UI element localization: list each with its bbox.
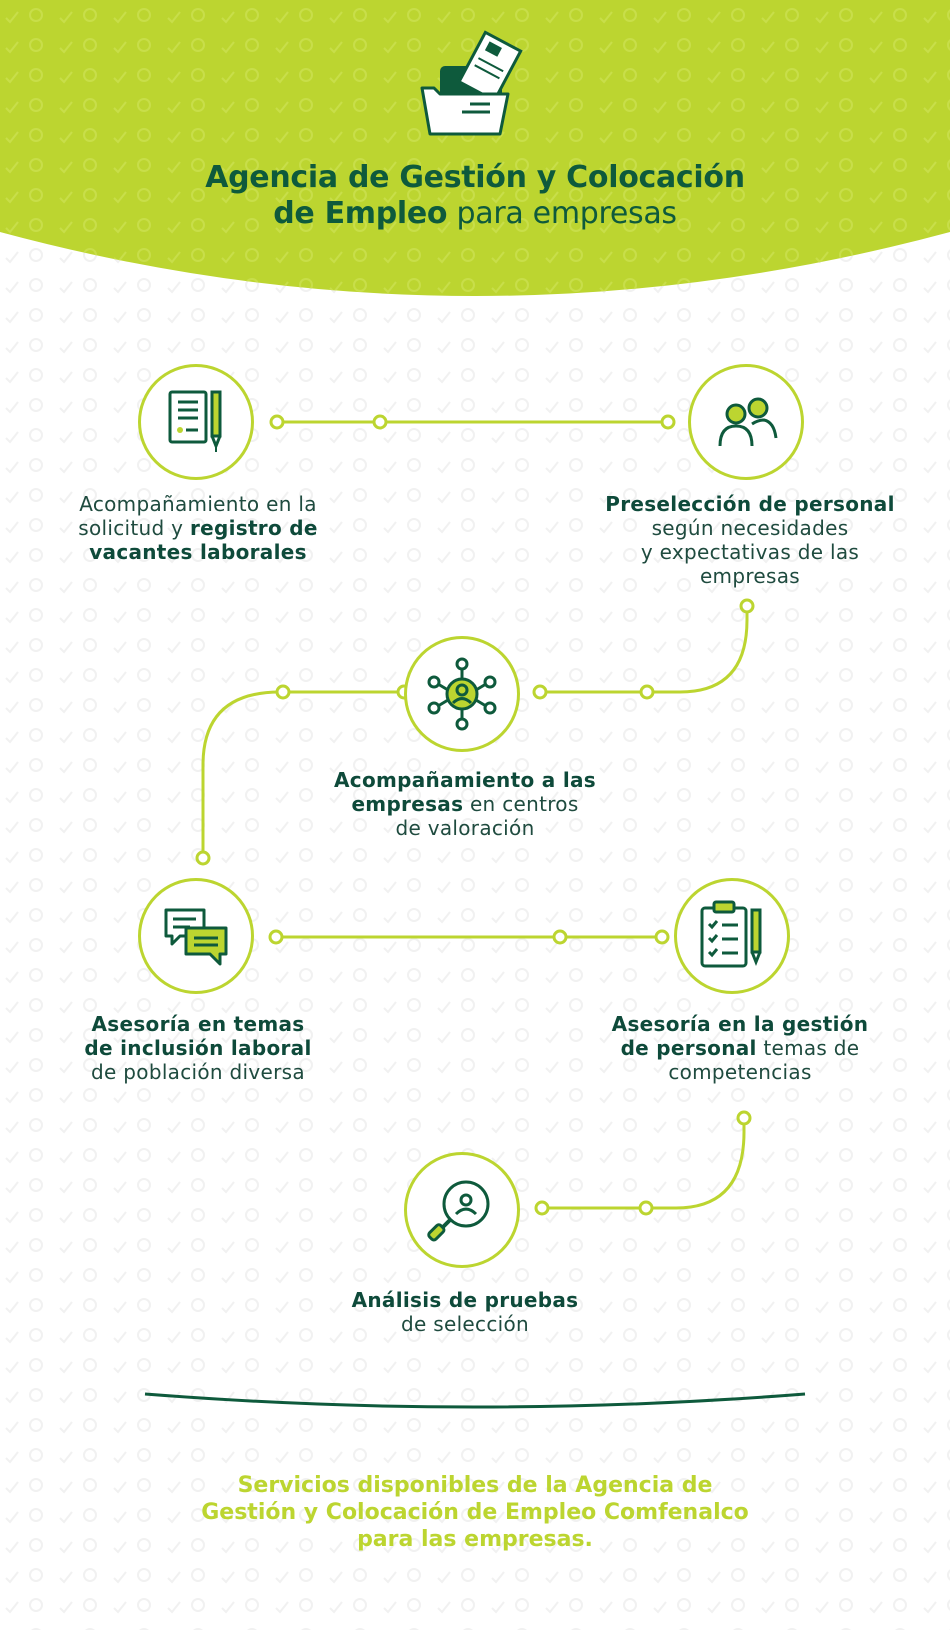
service-node-6 xyxy=(404,1152,520,1268)
title-line-1: Agencia de Gestión y Colocación xyxy=(205,160,745,195)
label-1-line-3 xyxy=(48,540,348,564)
label-5-line-3: competencias xyxy=(668,1060,812,1084)
label-1-line-1: Acompañamiento en la xyxy=(79,492,317,516)
service-label-6 xyxy=(320,1288,610,1336)
service-node-5 xyxy=(674,878,790,994)
label-5-line-1 xyxy=(580,1012,900,1036)
label-4-line-2 xyxy=(58,1036,338,1060)
footer-line-1: Servicios disponibles de la Agencia de xyxy=(237,1473,713,1498)
label-3-line-1 xyxy=(310,768,620,792)
label-2-line-2: según necesidades xyxy=(651,516,849,540)
label-4-line-1 xyxy=(58,1012,338,1036)
service-label-3 xyxy=(310,768,620,840)
label-3-line-3: de valoración xyxy=(395,816,535,840)
label-2-line-1-bold: Preselección de personal xyxy=(605,492,895,516)
service-label-5 xyxy=(580,1012,900,1084)
label-4-line-1-bold: Asesoría en temas xyxy=(91,1012,305,1036)
service-node-3 xyxy=(404,636,520,752)
footer-line-2: Gestión y Colocación de Empleo Comfenalco xyxy=(201,1500,749,1525)
title-light: para empresas xyxy=(447,196,677,231)
footer-text xyxy=(0,1472,950,1553)
label-5-line-2 xyxy=(580,1036,900,1060)
network-person-icon xyxy=(424,656,500,732)
document-pen-icon xyxy=(158,384,234,460)
label-1-line-2 xyxy=(48,516,348,540)
footer-line-3: para las empresas. xyxy=(357,1527,593,1552)
label-5-line-1-bold: Asesoría en la gestión xyxy=(611,1012,869,1036)
label-2-line-1 xyxy=(590,492,910,516)
label-4-line-3: de población diversa xyxy=(91,1060,305,1084)
label-1-line-2-normal: solicitud y xyxy=(78,516,190,540)
clipboard-checklist-icon xyxy=(694,898,770,974)
divider-arc xyxy=(0,1380,950,1440)
label-6-line-2: de selección xyxy=(400,1312,529,1336)
label-6-line-1-bold: Análisis de pruebas xyxy=(351,1288,579,1312)
service-label-4 xyxy=(58,1012,338,1084)
search-person-icon xyxy=(424,1172,500,1248)
label-4-line-2-bold: de inclusión laboral xyxy=(84,1036,312,1060)
label-3-line-2-bold: empresas xyxy=(351,792,464,816)
label-1-line-2-bold: registro de xyxy=(189,516,318,540)
service-node-2 xyxy=(688,364,804,480)
label-3-line-2-normal: en centros xyxy=(463,792,579,816)
label-2-line-4: empresas xyxy=(699,564,801,588)
label-3-line-2 xyxy=(310,792,620,816)
label-1-line-3-bold: vacantes laborales xyxy=(89,540,307,564)
chat-bubbles-icon xyxy=(158,898,234,974)
service-label-1 xyxy=(48,492,348,564)
label-3-line-1-bold: Acompañamiento a las xyxy=(334,768,596,792)
service-node-1 xyxy=(138,364,254,480)
service-label-2 xyxy=(590,492,910,588)
label-6-line-1 xyxy=(320,1288,610,1312)
label-5-line-2-bold: de personal xyxy=(620,1036,757,1060)
label-5-line-2-normal: temas de xyxy=(756,1036,860,1060)
label-2-line-3: y expectativas de las xyxy=(640,540,860,564)
service-node-4 xyxy=(138,878,254,994)
people-icon xyxy=(708,384,784,460)
title-bold: de Empleo xyxy=(273,196,448,231)
